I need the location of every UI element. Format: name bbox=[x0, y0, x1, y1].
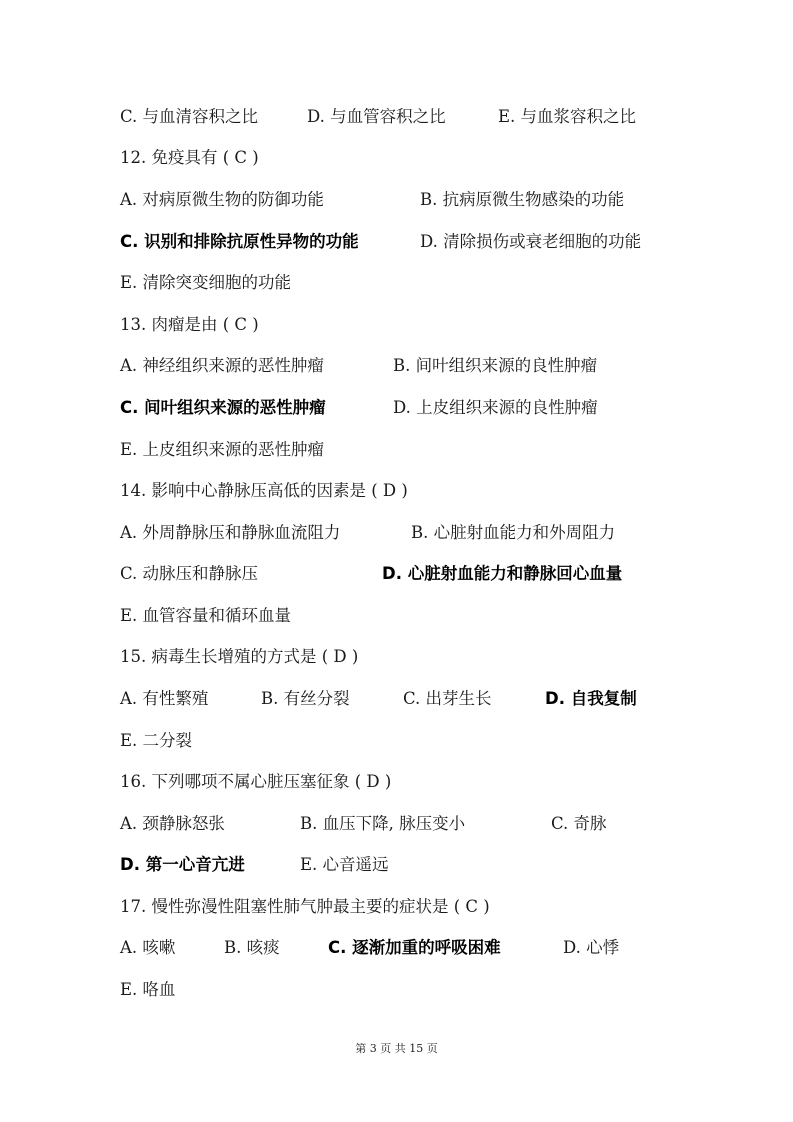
answer-option: D. 清除损伤或衰老细胞的功能 bbox=[420, 232, 642, 251]
answer-option: D. 上皮组织来源的良性肿瘤 bbox=[393, 398, 598, 417]
answer-option: A. 颈静脉怒张 bbox=[120, 814, 225, 833]
answer-option: A. 外周静脉压和静脉血流阻力 bbox=[120, 523, 341, 542]
answer-option: A. 对病原微生物的防御功能 bbox=[120, 190, 324, 209]
answer-option: E. 清除突变细胞的功能 bbox=[120, 273, 292, 292]
answer-option: E. 与血浆容积之比 bbox=[498, 107, 637, 126]
correct-answer-option: D. 自我复制 bbox=[545, 689, 637, 708]
correct-answer-option: C. 逐渐加重的呼吸困难 bbox=[328, 938, 501, 957]
answer-option: B. 心脏射血能力和外周阻力 bbox=[411, 523, 616, 542]
answer-option: E. 上皮组织来源的恶性肿瘤 bbox=[120, 440, 325, 459]
answer-option: C. 动脉压和静脉压 bbox=[120, 564, 259, 583]
answer-option: A. 咳嗽 bbox=[120, 938, 176, 957]
correct-answer-option: D. 第一心音亢进 bbox=[120, 855, 245, 874]
answer-option: C. 与血清容积之比 bbox=[120, 107, 259, 126]
question-text: 14. 影响中心静脉压高低的因素是 ( D ) bbox=[120, 481, 408, 500]
answer-option: E. 心音遥远 bbox=[300, 855, 389, 874]
question-text: 15. 病毒生长增殖的方式是 ( D ) bbox=[120, 647, 359, 666]
answer-option: A. 有性繁殖 bbox=[120, 689, 209, 708]
answer-option: C. 奇脉 bbox=[551, 814, 607, 833]
answer-option: E. 二分裂 bbox=[120, 731, 193, 750]
question-text: 13. 肉瘤是由 ( C ) bbox=[120, 315, 259, 334]
answer-option: B. 咳痰 bbox=[224, 938, 280, 957]
question-text: 16. 下列哪项不属心脏压塞征象 ( D ) bbox=[120, 772, 392, 791]
answer-option: D. 心悸 bbox=[563, 938, 620, 957]
correct-answer-option: C. 间叶组织来源的恶性肿瘤 bbox=[120, 398, 326, 417]
answer-option: B. 抗病原微生物感染的功能 bbox=[420, 190, 625, 209]
answer-option: A. 神经组织来源的恶性肿瘤 bbox=[120, 356, 324, 375]
answer-option: C. 出芽生长 bbox=[403, 689, 492, 708]
page-number-footer: 第 3 页 共 15 页 bbox=[355, 1042, 438, 1055]
question-text: 17. 慢性弥漫性阻塞性肺气肿最主要的症状是 ( C ) bbox=[120, 897, 490, 916]
correct-answer-option: D. 心脏射血能力和静脉回心血量 bbox=[382, 564, 623, 583]
answer-option: D. 与血管容积之比 bbox=[307, 107, 446, 126]
question-text: 12. 免疫具有 ( C ) bbox=[120, 148, 259, 167]
answer-option: B. 有丝分裂 bbox=[261, 689, 350, 708]
answer-option: B. 间叶组织来源的良性肿瘤 bbox=[393, 356, 598, 375]
answer-option: E. 咯血 bbox=[120, 980, 176, 999]
answer-option: B. 血压下降, 脉压变小 bbox=[300, 814, 466, 833]
correct-answer-option: C. 识别和排除抗原性异物的功能 bbox=[120, 232, 359, 251]
answer-option: E. 血管容量和循环血量 bbox=[120, 606, 292, 625]
